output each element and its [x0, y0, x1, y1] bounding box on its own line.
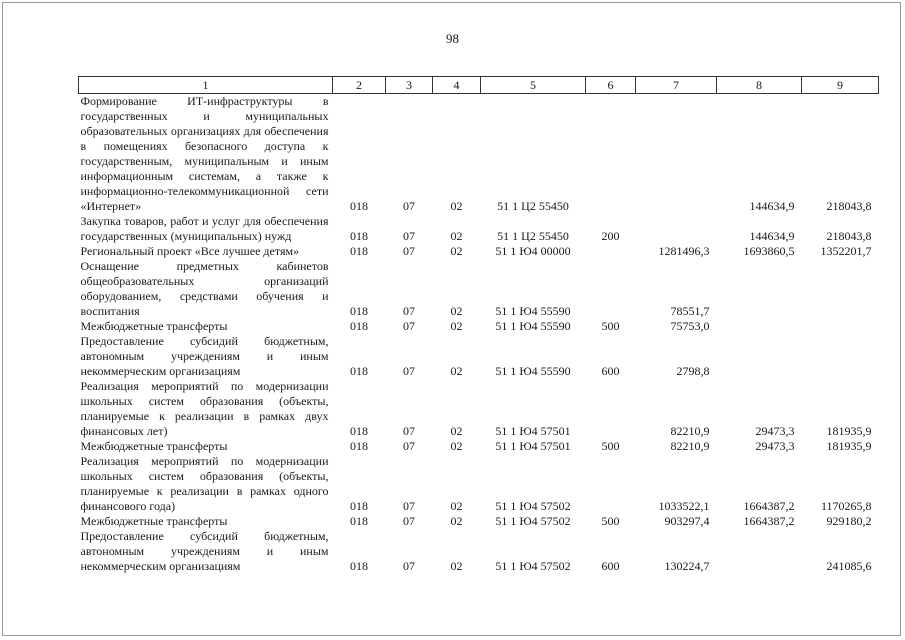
- amount-col7-cell: 2798,8: [676, 364, 710, 378]
- section-cell: 07: [403, 514, 415, 528]
- expense-type-cell: 500: [601, 319, 620, 333]
- admin-code-cell: 018: [350, 229, 368, 243]
- amount-col9-cell: 218043,8: [826, 199, 872, 213]
- admin-code-cell: 018: [350, 199, 368, 213]
- amount-col8-cell: [717, 334, 802, 379]
- target-article-cell: 51 1 Ю4 55590: [495, 304, 571, 318]
- admin-code-cell: 018: [350, 304, 368, 318]
- expense-type-cell: [586, 244, 636, 259]
- amount-col8-cell: 1664387,2: [743, 499, 795, 513]
- subsection-cell: 02: [450, 499, 463, 513]
- header-cell: 7: [636, 77, 717, 94]
- item-name-cell: Региональный проект «Все лучшее детям»: [80, 244, 300, 258]
- amount-col7-cell: 1281496,3: [658, 244, 710, 258]
- section-cell: 07: [403, 559, 415, 573]
- header-cell: 2: [333, 77, 386, 94]
- amount-col7-cell: 1033522,1: [658, 499, 710, 513]
- target-article-cell: 51 1 Ю4 57501: [495, 424, 571, 438]
- amount-col7-cell: 75753,0: [670, 319, 710, 333]
- amount-col8-cell: [717, 319, 802, 334]
- amount-col8-cell: [717, 529, 802, 574]
- target-article-cell: 51 1 Ю4 57502: [495, 559, 571, 573]
- subsection-cell: 02: [450, 364, 463, 378]
- header-cell: 1: [79, 77, 333, 94]
- table-row: [79, 454, 879, 514]
- amount-col8-cell: 29473,3: [755, 439, 795, 453]
- amount-col9-cell: [802, 259, 879, 319]
- amount-col9-cell: 1170265,8: [820, 499, 872, 513]
- table-row: [79, 379, 879, 439]
- table-row: [79, 244, 879, 259]
- subsection-cell: 02: [450, 244, 463, 258]
- target-article-cell: 51 1 Ц2 55450: [497, 199, 569, 213]
- amount-col8-cell: 144634,9: [749, 199, 795, 213]
- amount-col8-cell: 1664387,2: [743, 514, 795, 528]
- amount-col9-cell: 218043,8: [826, 229, 872, 243]
- item-name-cell: Оснащение предметных кабинетов общеобразовательных организаций оборудованием, средствами обучения и воспитания: [80, 259, 329, 318]
- subsection-cell: 02: [450, 439, 463, 453]
- section-cell: 07: [403, 439, 415, 453]
- admin-code-cell: 018: [350, 499, 368, 513]
- expense-type-cell: 500: [601, 439, 620, 453]
- table-row: [79, 94, 879, 215]
- amount-col9-cell: 181935,9: [826, 424, 872, 438]
- amount-col9-cell: 1352201,7: [820, 244, 872, 258]
- table-row: [79, 259, 879, 319]
- expense-type-cell: 600: [601, 559, 620, 573]
- item-name-cell: Реализация мероприятий по модернизации школьных систем образования (объекты, планируемые к реализации в рамках одного финансового года): [80, 454, 329, 513]
- subsection-cell: 02: [450, 424, 463, 438]
- target-article-cell: 51 1 Ю4 57502: [495, 499, 571, 513]
- expense-type-cell: [586, 454, 636, 514]
- section-cell: 07: [403, 424, 415, 438]
- subsection-cell: 02: [450, 514, 463, 528]
- subsection-cell: 02: [450, 229, 463, 243]
- section-cell: 07: [403, 499, 415, 513]
- table-row: [79, 334, 879, 379]
- amount-col7-cell: 82210,9: [670, 424, 710, 438]
- section-cell: 07: [403, 229, 415, 243]
- target-article-cell: 51 1 Ю4 55590: [495, 364, 571, 378]
- budget-table: [78, 76, 879, 574]
- table-row: [79, 214, 879, 244]
- expense-type-cell: [586, 379, 636, 439]
- amount-col9-cell: 241085,6: [826, 559, 872, 573]
- amount-col9-cell: 181935,9: [826, 439, 872, 453]
- admin-code-cell: 018: [350, 559, 368, 573]
- target-article-cell: 51 1 Ю4 57501: [495, 439, 571, 453]
- expense-type-cell: [586, 94, 636, 215]
- expense-type-cell: 500: [601, 514, 620, 528]
- admin-code-cell: 018: [350, 364, 368, 378]
- item-name-cell: Формирование ИТ-инфраструктуры в государственных и муниципальных образовательных организациях для обеспечения в помещениях безопасного доступа к государственным, муниципальным и иным информационным системам, а также к информационно-телекоммуникационной сети «Интернет»: [80, 94, 329, 213]
- amount-col7-cell: [636, 214, 717, 244]
- subsection-cell: 02: [450, 319, 463, 333]
- header-cell: 4: [433, 77, 481, 94]
- item-name-cell: Предоставление субсидий бюджетным, автономным учреждениям и иным некоммерческим организациям: [80, 334, 329, 378]
- amount-col8-cell: [717, 259, 802, 319]
- amount-col7-cell: 82210,9: [670, 439, 710, 453]
- section-cell: 07: [403, 304, 415, 318]
- header-cell: 3: [386, 77, 433, 94]
- expense-type-cell: 200: [601, 229, 620, 243]
- amount-col8-cell: 1693860,5: [743, 244, 795, 258]
- section-cell: 07: [403, 244, 415, 258]
- header-cell: 9: [802, 77, 879, 94]
- table-row: [79, 529, 879, 574]
- table-row: [79, 319, 879, 334]
- item-name-cell: Межбюджетные трансферты: [80, 319, 228, 333]
- section-cell: 07: [403, 364, 415, 378]
- expense-type-cell: 600: [601, 364, 620, 378]
- section-cell: 07: [403, 199, 415, 213]
- item-name-cell: Межбюджетные трансферты: [80, 439, 228, 453]
- amount-col7-cell: [636, 94, 717, 215]
- admin-code-cell: 018: [350, 319, 368, 333]
- item-name-cell: Реализация мероприятий по модернизации школьных систем образования (объекты, планируемые к реализации в рамках двух финансовых лет): [80, 379, 329, 438]
- item-name-cell: Закупка товаров, работ и услуг для обеспечения государственных (муниципальных) нужд: [80, 214, 329, 243]
- header-cell: 8: [717, 77, 802, 94]
- subsection-cell: 02: [450, 559, 463, 573]
- expense-type-cell: [586, 259, 636, 319]
- subsection-cell: 02: [450, 304, 463, 318]
- item-name-cell: Предоставление субсидий бюджетным, автономным учреждениям и иным некоммерческим организациям: [80, 529, 329, 573]
- table-row: [79, 514, 879, 529]
- amount-col9-cell: [802, 334, 879, 379]
- amount-col7-cell: 903297,4: [664, 514, 710, 528]
- amount-col8-cell: 144634,9: [749, 229, 795, 243]
- item-name-cell: Межбюджетные трансферты: [80, 514, 228, 528]
- section-cell: 07: [403, 319, 415, 333]
- target-article-cell: 51 1 Ю4 00000: [495, 244, 571, 258]
- admin-code-cell: 018: [350, 244, 368, 258]
- target-article-cell: 51 1 Ц2 55450: [497, 229, 569, 243]
- admin-code-cell: 018: [350, 439, 368, 453]
- header-cell: 6: [586, 77, 636, 94]
- amount-col9-cell: 929180,2: [826, 514, 872, 528]
- admin-code-cell: 018: [350, 424, 368, 438]
- amount-col9-cell: [802, 319, 879, 334]
- amount-col7-cell: 130224,7: [664, 559, 710, 573]
- target-article-cell: 51 1 Ю4 57502: [495, 514, 571, 528]
- admin-code-cell: 018: [350, 514, 368, 528]
- target-article-cell: 51 1 Ю4 55590: [495, 319, 571, 333]
- table-row: [79, 439, 879, 454]
- subsection-cell: 02: [450, 199, 463, 213]
- page-number: 98: [446, 31, 459, 46]
- header-row: [79, 77, 879, 94]
- amount-col7-cell: 78551,7: [670, 304, 710, 318]
- table-body: [79, 94, 879, 575]
- amount-col8-cell: 29473,3: [755, 424, 795, 438]
- header-cell: 5: [481, 77, 586, 94]
